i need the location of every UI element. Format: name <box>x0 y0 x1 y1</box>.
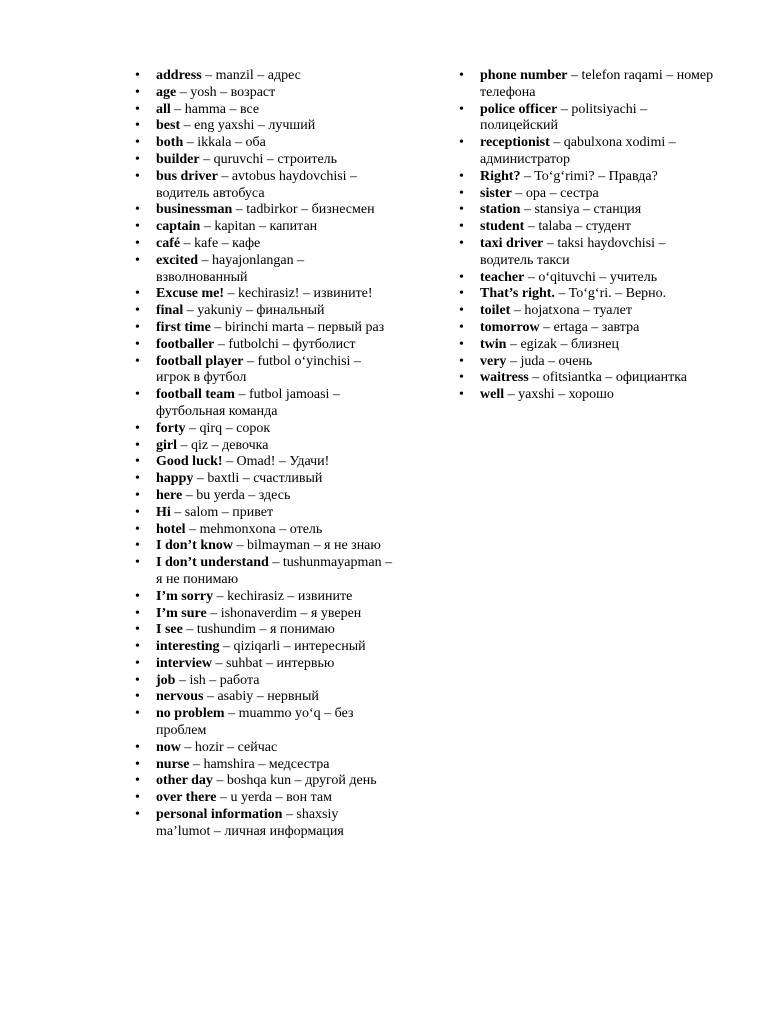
bullet-icon: • <box>135 555 140 571</box>
vocabulary-entry <box>459 235 720 270</box>
vocabulary-translation: – kechirasiz! – извините! <box>224 286 373 302</box>
vocabulary-translation: – stansiya – станция <box>520 202 642 218</box>
vocabulary-entry <box>135 319 396 337</box>
bullet-icon: • <box>135 437 140 453</box>
bullet-icon: • <box>135 84 140 100</box>
vocabulary-entry <box>459 135 720 169</box>
vocabulary-translation: – qabulxona xodimi – администратор <box>480 135 676 167</box>
vocabulary-entry <box>135 454 396 471</box>
vocabulary-entry <box>459 303 720 320</box>
vocabulary-translation: – opa – сестра <box>511 185 599 201</box>
vocabulary-entry <box>135 101 396 119</box>
bullet-icon: • <box>135 689 140 705</box>
bullet-icon: • <box>135 639 140 655</box>
vocabulary-entry <box>459 269 720 287</box>
vocabulary-term: nervous <box>156 689 204 705</box>
vocabulary-entry <box>459 387 720 404</box>
vocabulary-entry <box>135 538 396 555</box>
vocabulary-entry <box>459 202 720 219</box>
vocabulary-term: football player <box>156 353 244 369</box>
vocabulary-term: taxi driver <box>480 235 544 251</box>
bullet-icon: • <box>459 370 464 386</box>
vocabulary-term: first time <box>156 319 211 335</box>
vocabulary-term: I see <box>156 622 183 638</box>
vocabulary-term: Excuse me! <box>156 286 225 302</box>
vocabulary-translation: – shaxsiy ma’lumot – личная информация <box>156 807 344 839</box>
vocabulary-translation: – futbol o‘yinchisi – игрок в футбол <box>156 353 361 386</box>
vocabulary-entry <box>135 487 396 505</box>
vocabulary-translation: – hayajonlangan – взволнованный <box>156 252 305 285</box>
vocabulary-term: waitress <box>480 370 529 386</box>
vocabulary-entry <box>135 420 396 438</box>
bullet-icon: • <box>135 319 140 335</box>
vocabulary-term: no problem <box>156 706 225 722</box>
vocabulary-term: best <box>156 118 181 134</box>
vocabulary-entry <box>459 168 720 186</box>
bullet-icon: • <box>459 303 464 319</box>
bullet-icon: • <box>459 168 464 184</box>
vocabulary-translation: – futbolchi – футболист <box>214 336 356 352</box>
bullet-icon: • <box>135 68 140 83</box>
bullet-icon: • <box>135 219 140 235</box>
bullet-icon: • <box>135 336 140 352</box>
vocabulary-list-right <box>459 68 720 404</box>
vocabulary-entry <box>135 219 396 236</box>
bullet-icon: • <box>459 135 464 151</box>
vocabulary-translation: – muammo yo‘q – без проблем <box>156 706 354 739</box>
vocabulary-term: station <box>480 202 521 218</box>
vocabulary-entry <box>135 605 396 623</box>
vocabulary-translation: – kechirasiz – извините <box>213 588 353 604</box>
bullet-icon: • <box>135 672 140 688</box>
vocabulary-entry <box>135 739 396 757</box>
vocabulary-entry <box>135 689 396 706</box>
vocabulary-translation: – juda – очень <box>506 353 593 369</box>
vocabulary-entry <box>135 118 396 135</box>
bullet-icon: • <box>135 605 140 621</box>
vocabulary-term: Good luck! <box>156 454 223 470</box>
bullet-icon: • <box>135 252 140 268</box>
vocabulary-term: captain <box>156 219 201 235</box>
vocabulary-entry <box>135 655 396 673</box>
vocabulary-entry <box>135 773 396 790</box>
vocabulary-translation: – bu yerda – здесь <box>182 487 291 503</box>
vocabulary-translation: – talaba – студент <box>524 219 631 235</box>
vocabulary-entry <box>459 68 720 102</box>
vocabulary-translation: – suhbat – интервью <box>211 655 335 671</box>
bullet-icon: • <box>135 773 140 789</box>
vocabulary-term: Hi <box>156 504 171 520</box>
vocabulary-translation: – Omad! – Удачи! <box>222 454 330 470</box>
vocabulary-term: interview <box>156 655 212 671</box>
vocabulary-entry <box>459 353 720 371</box>
bullet-icon: • <box>135 286 140 302</box>
vocabulary-list-left <box>135 68 396 841</box>
vocabulary-entry <box>135 151 396 169</box>
vocabulary-entry <box>459 286 720 303</box>
vocabulary-translation: – yosh – возраст <box>176 84 276 100</box>
vocabulary-entry <box>135 622 396 639</box>
vocabulary-term: all <box>156 101 171 117</box>
vocabulary-term: phone number <box>480 68 568 83</box>
bullet-icon: • <box>135 101 140 117</box>
bullet-icon: • <box>135 588 140 604</box>
bullet-icon: • <box>135 706 140 722</box>
vocabulary-translation: – tushundim – я понимаю <box>182 622 335 638</box>
vocabulary-entry <box>135 235 396 253</box>
bullet-icon: • <box>135 454 140 470</box>
vocabulary-term: forty <box>156 420 186 436</box>
vocabulary-entry <box>135 471 396 488</box>
bullet-icon: • <box>459 202 464 218</box>
vocabulary-entry <box>135 807 396 841</box>
vocabulary-translation: – To‘g‘rimi? – Правда? <box>520 168 658 184</box>
vocabulary-term: police officer <box>480 101 558 117</box>
vocabulary-translation: – ish – работа <box>175 672 260 688</box>
vocabulary-term: I don’t know <box>156 538 234 554</box>
vocabulary-translation: – quruvchi – строитель <box>199 151 338 167</box>
bullet-icon: • <box>135 420 140 436</box>
bullet-icon: • <box>459 219 464 235</box>
vocabulary-term: bus driver <box>156 168 218 184</box>
bullet-icon: • <box>459 68 464 83</box>
vocabulary-term: football team <box>156 387 235 403</box>
vocabulary-term: businessman <box>156 202 233 218</box>
vocabulary-term: both <box>156 135 184 151</box>
vocabulary-entry <box>135 387 396 421</box>
vocabulary-translation: – qiz – девочка <box>177 437 269 453</box>
vocabulary-term: tomorrow <box>480 319 540 335</box>
bullet-icon: • <box>135 655 140 671</box>
vocabulary-translation: – hojatxona – туалет <box>510 303 632 319</box>
vocabulary-entry <box>135 353 396 388</box>
vocabulary-translation: – baxtli – счастливый <box>193 471 323 487</box>
bullet-icon: • <box>459 387 464 403</box>
vocabulary-entry <box>135 286 396 303</box>
bullet-icon: • <box>459 269 464 285</box>
vocabulary-translation: – egizak – близнец <box>506 336 619 352</box>
vocabulary-term: twin <box>480 336 507 352</box>
vocabulary-translation: – birinchi marta – первый раз <box>210 319 385 335</box>
vocabulary-entry <box>459 319 720 337</box>
vocabulary-translation: – ofitsiantka – официантка <box>528 370 688 386</box>
vocabulary-entry <box>135 588 396 606</box>
vocabulary-entry <box>135 521 396 539</box>
bullet-icon: • <box>459 235 464 251</box>
vocabulary-translation: – telefon raqami – номер телефона <box>480 68 714 100</box>
bullet-icon: • <box>135 135 140 151</box>
bullet-icon: • <box>135 807 140 823</box>
vocabulary-term: personal information <box>156 807 283 823</box>
vocabulary-term: other day <box>156 773 213 789</box>
vocabulary-entry <box>459 370 720 387</box>
vocabulary-term: age <box>156 84 177 100</box>
vocabulary-term: now <box>156 739 181 755</box>
vocabulary-entry <box>459 219 720 236</box>
bullet-icon: • <box>135 471 140 487</box>
vocabulary-term: hotel <box>156 521 186 537</box>
vocabulary-term: final <box>156 303 184 319</box>
vocabulary-entry <box>135 504 396 522</box>
vocabulary-entry <box>135 84 396 102</box>
vocabulary-entry <box>135 135 396 152</box>
vocabulary-entry <box>135 706 396 740</box>
vocabulary-translation: – kafe – кафе <box>180 235 261 251</box>
bullet-icon: • <box>135 303 140 319</box>
vocabulary-term: I’m sorry <box>156 588 214 604</box>
bullet-icon: • <box>135 151 140 167</box>
bullet-icon: • <box>135 487 140 503</box>
vocabulary-entry <box>135 202 396 219</box>
vocabulary-entry <box>459 101 720 136</box>
vocabulary-term: well <box>480 387 505 403</box>
vocabulary-term: café <box>156 235 181 251</box>
vocabulary-translation: – manzil – адрес <box>201 68 301 83</box>
bullet-icon: • <box>459 353 464 369</box>
vocabulary-term: receptionist <box>480 135 550 151</box>
vocabulary-translation: – hamshira – медсестра <box>189 756 330 772</box>
vocabulary-term: address <box>156 68 202 83</box>
vocabulary-translation: – bilmayman – я не знаю <box>233 538 381 554</box>
vocabulary-translation: – boshqa kun – другой день <box>212 773 377 789</box>
vocabulary-entry <box>135 672 396 690</box>
vocabulary-entry <box>135 437 396 455</box>
vocabulary-translation: – tushunmayapman – я не понимаю <box>156 555 393 587</box>
bullet-icon: • <box>135 739 140 755</box>
vocabulary-term: nurse <box>156 756 190 772</box>
bullet-icon: • <box>135 504 140 520</box>
vocabulary-term: very <box>480 353 507 369</box>
bullet-icon: • <box>135 387 140 403</box>
vocabulary-entry <box>459 185 720 203</box>
vocabulary-term: happy <box>156 471 194 487</box>
bullet-icon: • <box>459 319 464 335</box>
vocabulary-entry <box>135 336 396 354</box>
bullet-icon: • <box>459 286 464 302</box>
bullet-icon: • <box>135 353 140 369</box>
vocabulary-term: student <box>480 219 525 235</box>
vocabulary-term: job <box>156 672 176 688</box>
vocabulary-translation: – kapitan – капитан <box>200 219 318 235</box>
vocabulary-term: excited <box>156 252 198 268</box>
vocabulary-translation: – politsiyachi – полицейский <box>480 101 648 134</box>
vocabulary-entry <box>135 168 396 203</box>
bullet-icon: • <box>135 168 140 184</box>
vocabulary-translation: – eng yaxshi – лучший <box>180 118 316 134</box>
vocabulary-translation: – qirq – сорок <box>185 420 271 436</box>
vocabulary-entry <box>135 68 396 85</box>
vocabulary-term: teacher <box>480 269 525 285</box>
vocabulary-entry <box>135 252 396 287</box>
vocabulary-translation: – ikkala – оба <box>183 135 266 151</box>
vocabulary-translation: – avtobus haydovchisi – водитель автобуса <box>156 168 358 201</box>
vocabulary-translation: – u yerda – вон там <box>216 790 332 806</box>
vocabulary-term: sister <box>480 185 512 201</box>
vocabulary-entry <box>135 555 396 589</box>
vocabulary-translation: – o‘qituvchi – учитель <box>524 269 658 285</box>
bullet-icon: • <box>135 622 140 638</box>
bullet-icon: • <box>459 336 464 352</box>
vocabulary-translation: – yaxshi – хорошо <box>504 387 614 403</box>
vocabulary-term: I’m sure <box>156 605 207 621</box>
vocabulary-term: I don’t understand <box>156 555 269 571</box>
vocabulary-entry <box>135 303 396 320</box>
vocabulary-term: interesting <box>156 639 220 655</box>
vocabulary-entry <box>459 336 720 354</box>
bullet-icon: • <box>135 790 140 806</box>
bullet-icon: • <box>459 185 464 201</box>
vocabulary-term: footballer <box>156 336 215 352</box>
vocabulary-term: builder <box>156 151 200 167</box>
vocabulary-translation: – mehmonxona – отель <box>185 521 323 537</box>
vocabulary-translation: – ertaga – завтра <box>539 319 640 335</box>
bullet-icon: • <box>135 538 140 554</box>
vocabulary-term: That’s right. <box>480 286 555 302</box>
vocabulary-term: toilet <box>480 303 511 319</box>
vocabulary-term: Right? <box>480 168 521 184</box>
bullet-icon: • <box>135 118 140 134</box>
vocabulary-entry <box>135 639 396 656</box>
vocabulary-entry <box>135 790 396 807</box>
vocabulary-translation: – salom – привет <box>170 504 274 520</box>
vocabulary-translation: – futbol jamoasi – футбольная команда <box>156 387 340 419</box>
vocabulary-term: here <box>156 487 183 503</box>
vocabulary-translation: – asabiy – нервный <box>203 689 319 705</box>
vocabulary-entry <box>135 756 396 774</box>
vocabulary-term: girl <box>156 437 177 453</box>
bullet-icon: • <box>135 202 140 218</box>
vocabulary-translation: – hozir – сейчас <box>180 739 278 755</box>
bullet-icon: • <box>135 235 140 251</box>
vocabulary-translation: – qiziqarli – интересный <box>219 639 366 655</box>
bullet-icon: • <box>459 101 464 117</box>
bullet-icon: • <box>135 521 140 537</box>
vocabulary-translation: – hamma – все <box>170 101 260 117</box>
vocabulary-translation: – To‘g‘ri. – Верно. <box>554 286 667 302</box>
bullet-icon: • <box>135 756 140 772</box>
vocabulary-translation: – ishonaverdim – я уверен <box>206 605 362 621</box>
vocabulary-translation: – tadbirkor – бизнесмен <box>232 202 375 218</box>
vocabulary-translation: – taksi haydovchisi – водитель такси <box>480 235 666 268</box>
vocabulary-term: over there <box>156 790 217 806</box>
vocabulary-translation: – yakuniy – финальный <box>183 303 325 319</box>
